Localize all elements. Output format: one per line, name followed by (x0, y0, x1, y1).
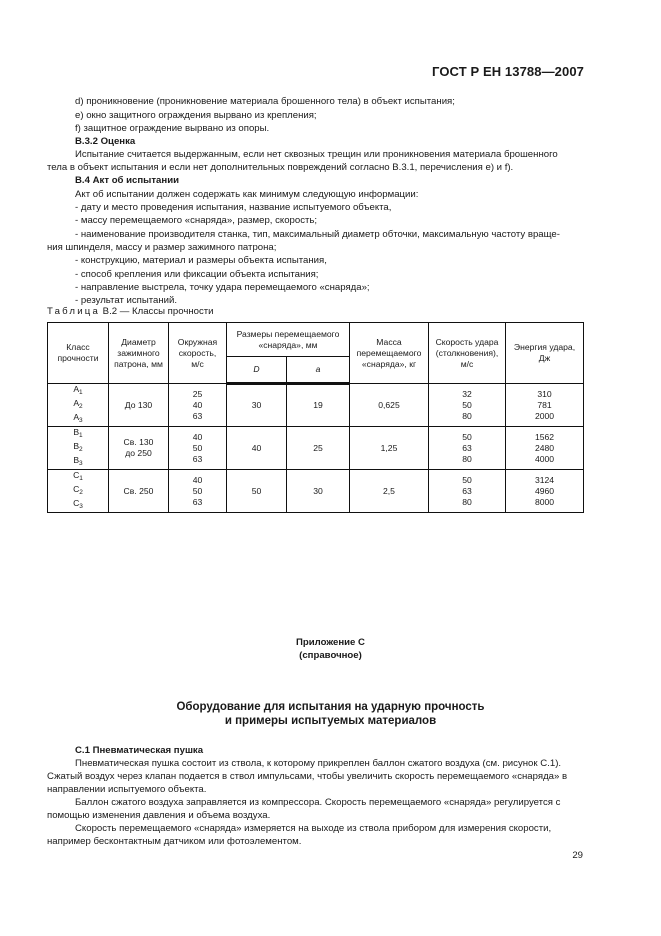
chuck-cell: Св. 130 до 250 (109, 427, 169, 470)
table-row (48, 427, 584, 470)
mass-cell: 0,625 (350, 384, 429, 427)
paragraph-line: Сжатый воздух через клапан подается в ствол импульсами, чтобы увеличить скорость перемещаемого «снаряда» в (47, 771, 568, 782)
page-number: 29 (572, 850, 583, 861)
list-item: - массу перемещаемого «снаряда», размер, скорость; (75, 215, 318, 226)
paragraph-intro: Акт об испытании должен содержать как минимум следующую информации: (75, 189, 419, 200)
class-cell: $C_1$ $C_2$ $C_3$ (48, 470, 109, 513)
impact-speed-cell: 32 50 80 (429, 384, 506, 427)
header-class: Класс прочности (48, 323, 109, 384)
a-cell: 19 (287, 384, 350, 427)
a-cell: 25 (287, 427, 350, 470)
paragraph-line: Скорость перемещаемого «снаряда» измеряется на выходе из ствола прибором для измерения скорости, (75, 823, 552, 834)
section-heading-c1: С.1 Пневматическая пушка (75, 745, 204, 756)
mass-cell: 1,25 (350, 427, 429, 470)
list-item: - наименование производителя станка, тип, максимальный диаметр обточки, максимальную частоту враще- (75, 229, 560, 240)
chuck-cell: Св. 250 (109, 470, 169, 513)
impact-speed-cell: 50 63 80 (429, 427, 506, 470)
header-peripheral-speed: Окружная скорость, м/с (169, 323, 227, 384)
paragraph-line: например бесконтактным датчиком или фотоэлементом. (47, 836, 302, 847)
list-item-e: e) окно защитного ограждения вырвано из крепления; (75, 110, 317, 121)
paragraph-line: Баллон сжатого воздуха заправляется из компрессора. Скорость перемещаемого «снаряда» регулируется с (75, 797, 561, 808)
appendix-type: (справочное) (299, 650, 362, 661)
appendix-label: Приложение С (296, 637, 365, 648)
header-sub-D: D (227, 357, 287, 384)
appendix-title-line2: и примеры испытуемых материалов (224, 715, 437, 727)
list-item-f: f) защитное ограждение вырвано из опоры. (75, 123, 270, 134)
list-item-d: d) проникновение (проникновение материала брошенного тела) в объект испытания; (75, 96, 455, 107)
speed-cell: 25 40 63 (169, 384, 227, 427)
list-item: - дату и место проведения испытания, название испытуемого объекта, (75, 202, 392, 213)
list-item: - результат испытаний. (75, 295, 178, 306)
speed-cell: 40 50 63 (169, 427, 227, 470)
speed-cell: 40 50 63 (169, 470, 227, 513)
header-chuck-diameter: Диаметр зажимного патрона, мм (109, 323, 169, 384)
paragraph-line: тела в объект испытания и если нет дополнительных повреждений согласно В.3.1, перечисления e) и f). (47, 162, 514, 173)
header-impact-speed: Скорость удара (столкновения), м/с (429, 323, 506, 384)
paragraph-line: Пневматическая пушка состоит из ствола, к которому прикреплен баллон сжатого воздуха (см. рисунок С.1). (75, 758, 562, 769)
class-cell: $B_1$ $B_2$ $B_3$ (48, 427, 109, 470)
header-projectile-size: Размеры перемещаемого «снаряда», мм (227, 323, 350, 357)
list-item: - способ крепления или фиксации объекта испытания; (75, 269, 319, 280)
section-heading-b4: В.4 Акт об испытании (75, 175, 179, 186)
table-row (48, 384, 584, 427)
appendix-title-line1: Оборудование для испытания на ударную прочность (176, 701, 485, 713)
table-caption-text: В.2 — Классы прочности (100, 306, 214, 317)
section-heading-b32: В.3.2 Оценка (75, 136, 136, 147)
header-mass: Масса перемещаемого «снаряда», кг (350, 323, 429, 384)
chuck-cell: До 130 (109, 384, 169, 427)
class-cell: $A_1$ $A_2$ $A_3$ (48, 384, 109, 427)
paragraph-line: помощью изменения давления и объема воздуха. (47, 810, 271, 821)
a-cell: 30 (287, 470, 350, 513)
table-row (48, 470, 584, 513)
header-sub-a: a (287, 357, 350, 384)
strength-classes-table (47, 322, 584, 513)
D-cell: 40 (227, 427, 287, 470)
table-caption-prefix: Таблица (47, 306, 101, 317)
impact-speed-cell: 50 63 80 (429, 470, 506, 513)
header-impact-energy: Энергия удара, Дж (506, 323, 584, 384)
D-cell: 50 (227, 470, 287, 513)
mass-cell: 2,5 (350, 470, 429, 513)
standard-code-header: ГОСТ Р ЕН 13788—2007 (432, 64, 584, 79)
energy-cell: 310 781 2000 (506, 384, 584, 427)
energy-cell: 1562 2480 4000 (506, 427, 584, 470)
table-caption (47, 305, 214, 318)
list-item: - конструкцию, материал и размеры объекта испытания, (75, 255, 327, 266)
list-item-continuation: ния шпинделя, массу и размер зажимного патрона; (47, 242, 277, 253)
paragraph-line: Испытание считается выдержанным, если нет сквозных трещин или проникновения материала брошенного (75, 149, 558, 160)
D-cell: 30 (227, 384, 287, 427)
list-item: - направление выстрела, точку удара перемещаемого «снаряда»; (75, 282, 370, 293)
paragraph-line: направлении испытуемого объекта. (47, 784, 207, 795)
energy-cell: 3124 4960 8000 (506, 470, 584, 513)
